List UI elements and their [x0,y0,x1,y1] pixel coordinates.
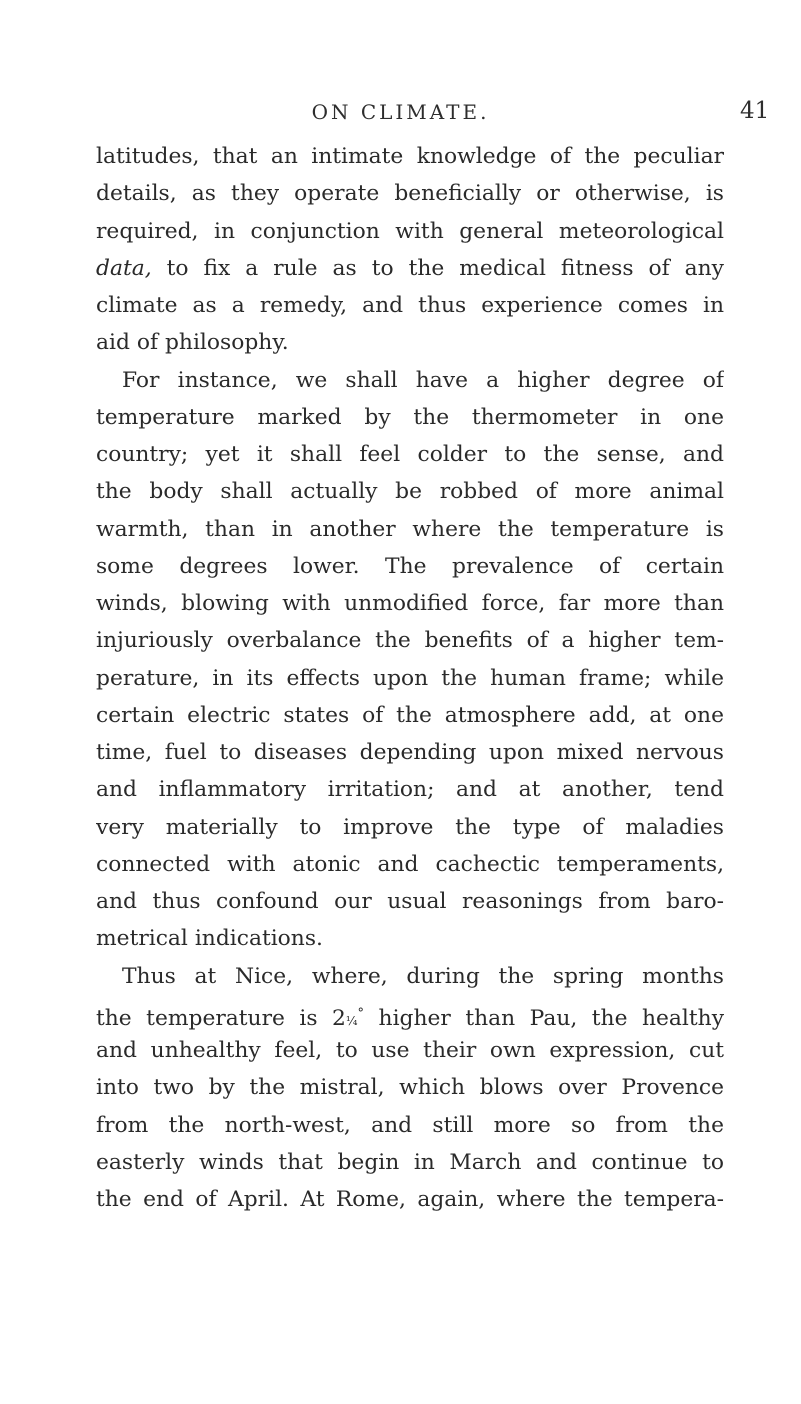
text-segment: easterly winds that begin in March and continue to [96,1149,724,1175]
text-segment: and thus confound our usual reasonings from baro- [96,889,724,914]
text-line [96,548,724,585]
text-segment: metrical indications. [96,926,323,952]
running-title: ON CLIMATE. [311,100,490,124]
text-segment: ° [357,1005,365,1021]
text-line [96,1181,724,1218]
text-segment: connected with atonic and cachectic temperaments, [96,851,724,877]
text-line [96,622,724,659]
text-segment: and inflammatory irritation; and at another, tend [96,777,724,803]
text-segment: some degrees lower. The prevalence of certain [96,553,724,579]
text-segment: the body shall actually be robbed of more animal [96,479,724,505]
text-line [96,399,724,436]
text-line [96,660,724,697]
text-line [96,175,724,212]
text-segment: the temperature is 2 [96,1005,346,1031]
text-line [96,734,724,771]
body-text [96,138,724,1218]
text-line [96,920,724,957]
text-line [96,697,724,734]
text-line [96,250,724,287]
text-line [96,1032,724,1069]
page-number: 41 [740,98,770,124]
text-line [96,324,724,361]
text-line [96,138,724,175]
text-segment: perature, in its effects upon the human frame; while [96,665,724,691]
text-segment: the end of April. At Rome, again, where the tempera- [96,1187,724,1212]
text-segment: from the north-west, and still more so from the [96,1112,724,1138]
text-line [96,809,724,846]
text-line [96,511,724,548]
text-line [96,213,724,250]
text-line [96,1107,724,1144]
text-segment: latitudes, that an intimate knowledge of the peculiar [96,144,724,169]
text-segment: to fix a rule as to the medical fitness of any [151,255,724,281]
text-line [96,846,724,883]
text-line [96,771,724,808]
text-line [96,585,724,622]
text-line [96,1069,724,1106]
text-segment: climate as a remedy, and thus experience comes in [96,293,724,318]
text-segment: time, fuel to diseases depending upon mixed nervous [96,740,724,765]
text-segment: warmth, than in another where the temperature is [96,516,724,542]
text-segment: into two by the mistral, which blows over Provence [96,1075,724,1101]
text-segment: certain electric states of the atmosphere add, at one [96,702,724,728]
text-line [96,883,724,920]
text-segment: temperature marked by the thermometer in one [96,404,724,430]
text-line [96,1144,724,1181]
text-segment: details, as they operate beneficially or otherwise, is [96,181,724,207]
text-line [96,995,724,1032]
running-head [0,98,801,128]
text-segment: required, in conjunction with general meteorological [96,218,724,244]
text-line [96,436,724,473]
text-segment: ¼ [345,1013,358,1028]
text-line [96,958,724,995]
text-segment: data, [96,255,152,281]
text-segment: winds, blowing with unmodified force, far more than [96,591,724,616]
text-line [96,473,724,510]
text-segment: Thus at Nice, where, during the spring months [122,963,724,989]
text-segment: injuriously overbalance the benefits of a higher tem- [96,628,724,654]
text-segment: and unhealthy feel, to use their own expression, cut [96,1038,724,1063]
text-segment: higher than Pau, the healthy [364,1005,724,1031]
text-segment: aid of philosophy. [96,330,289,356]
text-line [96,362,724,399]
text-segment: For instance, we shall have a higher degree of [122,367,724,393]
text-segment: very materially to improve the type of maladies [96,814,724,840]
text-segment: country; yet it shall feel colder to the sense, and [96,442,724,467]
text-line [96,287,724,324]
